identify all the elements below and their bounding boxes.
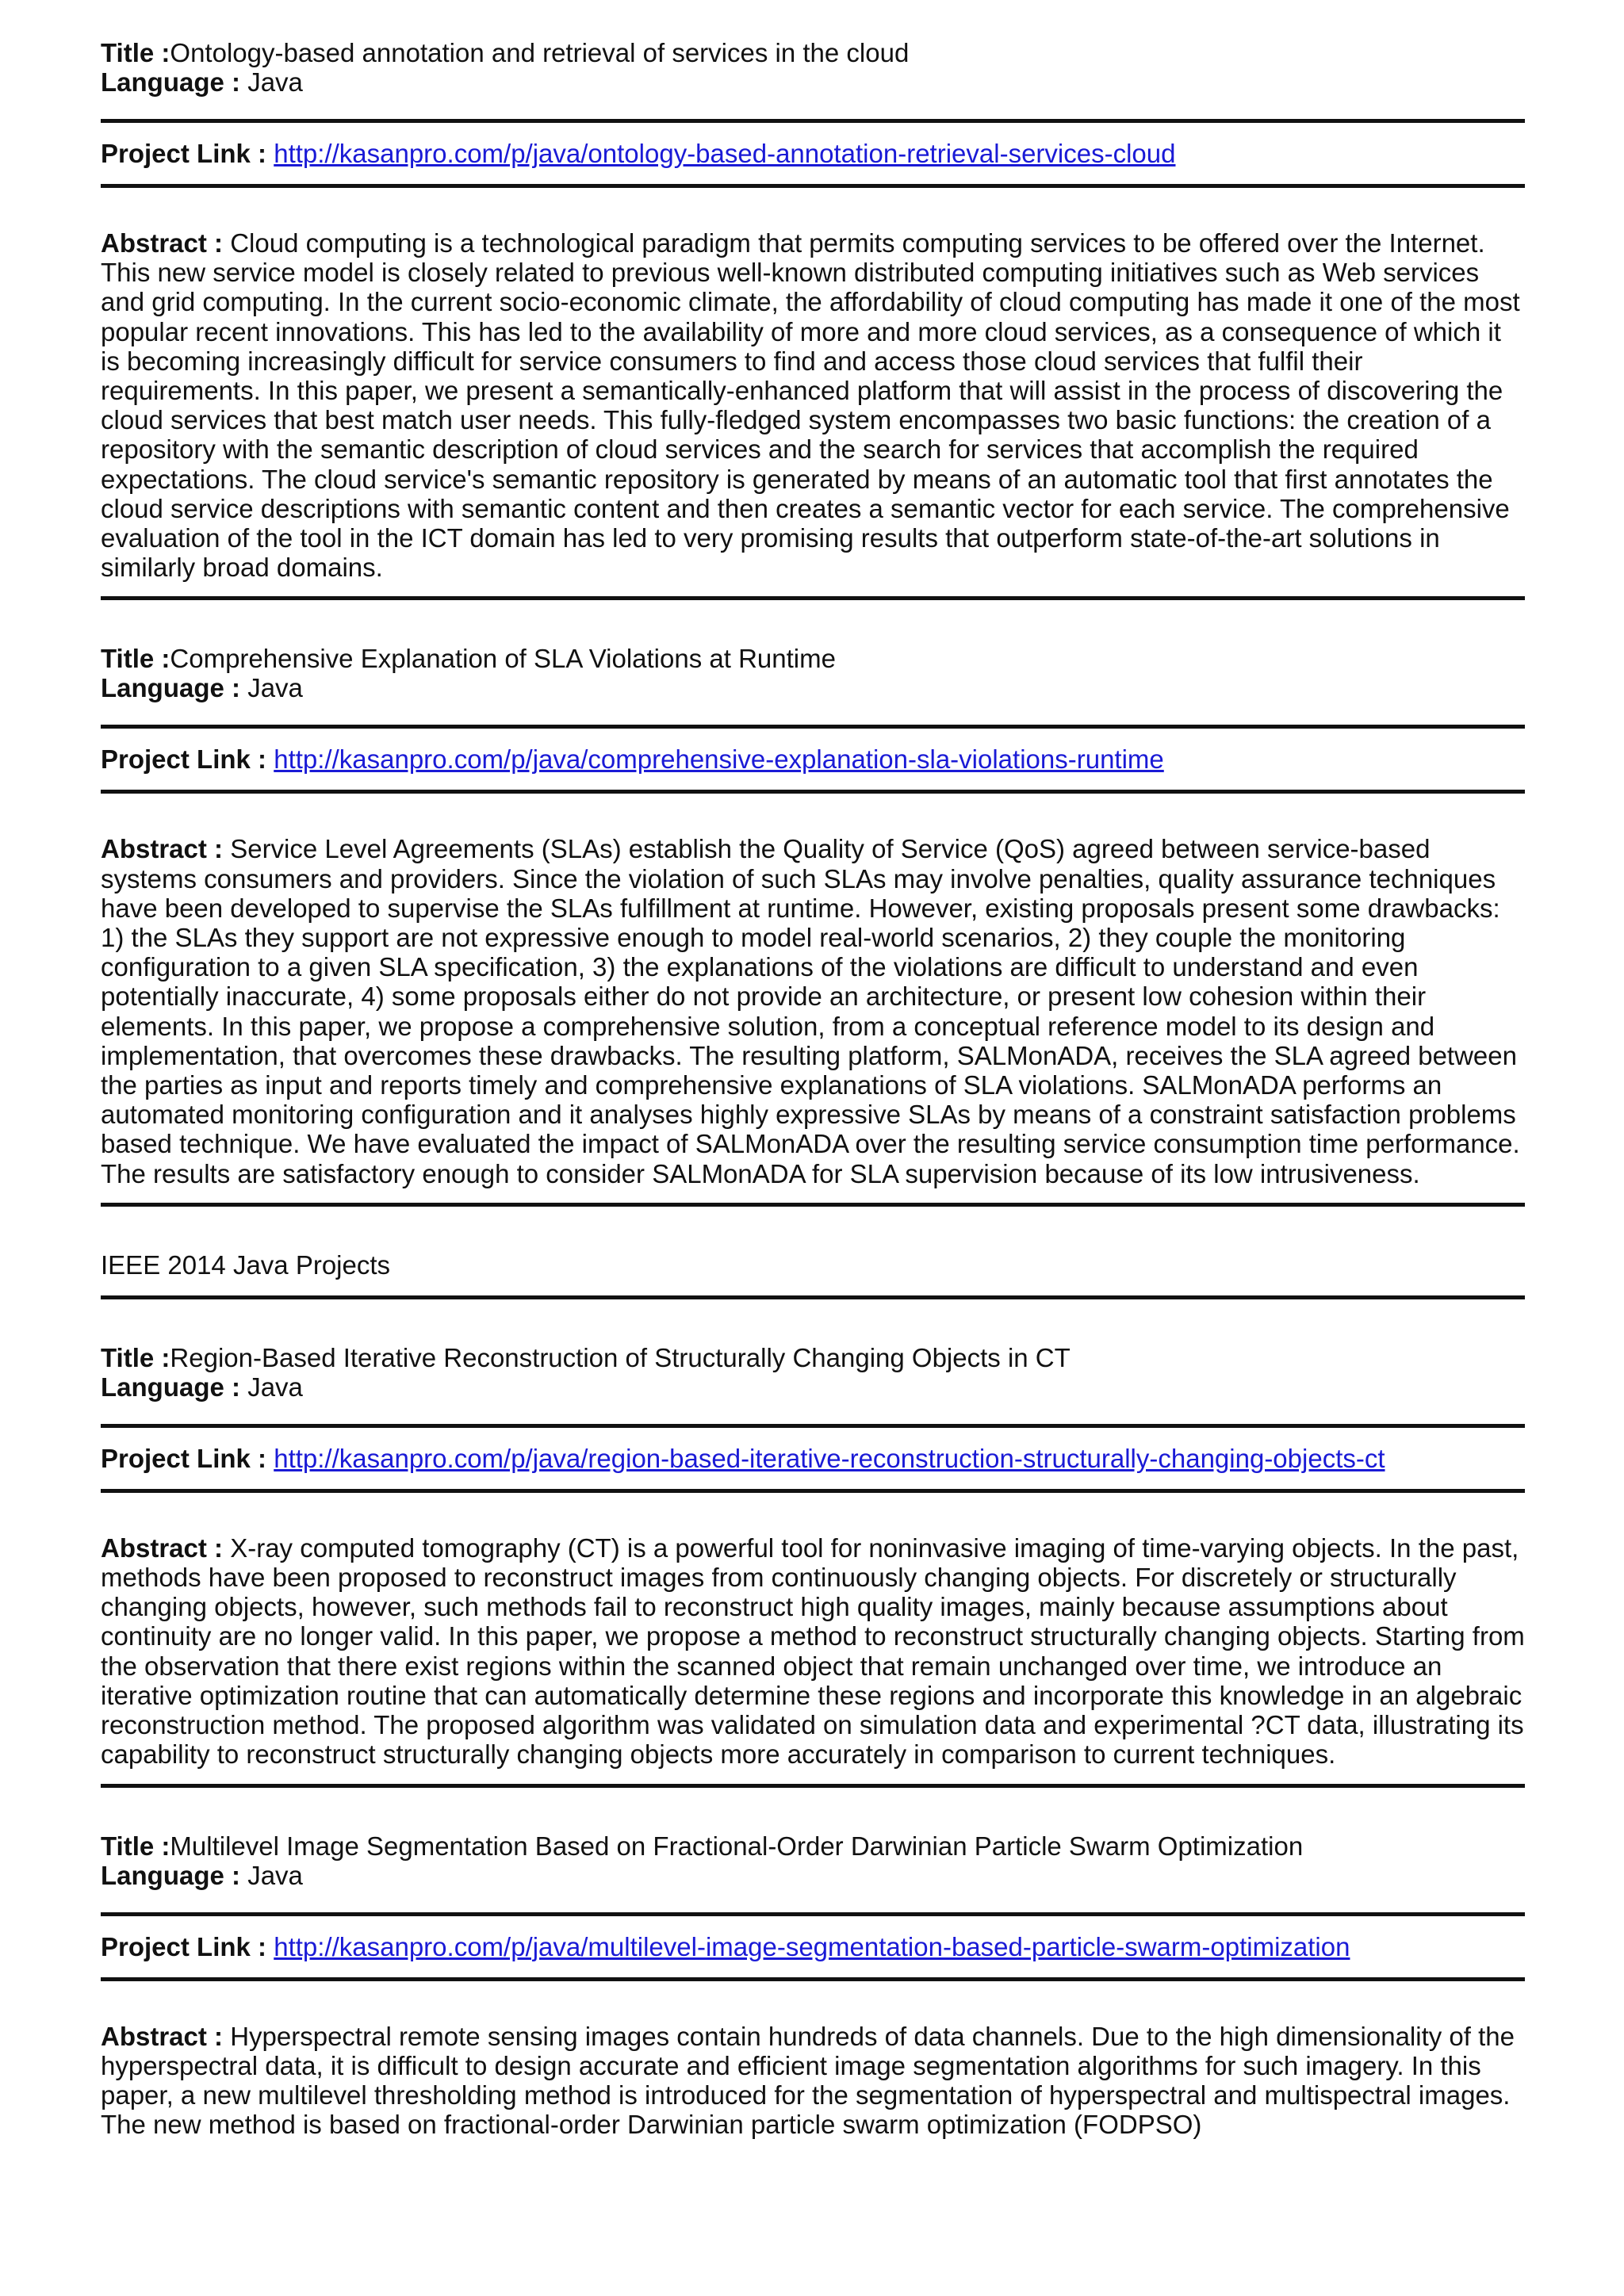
title-line [101, 1343, 1525, 1372]
document-page [101, 38, 1525, 2139]
abstract-label: Abstract : [101, 834, 224, 864]
abstract-text: Hyperspectral remote sensing images contain hundreds of data channels. Due to the high dimensionality of the hyperspectral data, it is difficult to design accurate and efficient image segmentation algorithms for such imagery. In this paper, a new multilevel thresholding method is introduced for the segmentation of hyperspectral and multispectral images. The new method is based on fractional-order Darwinian particle swarm optimization (FODPSO) [101, 2021, 1515, 2140]
project-entry-3 [101, 1343, 1525, 1788]
project-link-line [101, 744, 1525, 774]
project-link[interactable]: http://kasanpro.com/p/java/multilevel-image-segmentation-based-particle-swarm-optimization [274, 1931, 1350, 1961]
title-label: Title : [101, 1831, 170, 1861]
title-label: Title : [101, 644, 170, 674]
project-link-line [101, 1932, 1525, 1961]
project-link-label: Project Link : [101, 1443, 267, 1473]
language-label: Language : [101, 1372, 241, 1402]
language-line [101, 673, 1525, 702]
project-entry-1 [101, 38, 1525, 600]
project-link[interactable]: http://kasanpro.com/p/java/region-based-iterative-reconstruction-structurally-changing-objects-ct [274, 1443, 1385, 1473]
language-value: Java [247, 1372, 303, 1402]
abstract-paragraph [101, 2022, 1525, 2140]
project-link-label: Project Link : [101, 744, 267, 775]
abstract-text: Cloud computing is a technological paradigm that permits computing services to be offered over the Internet. This new service model is closely related to previous well-known distributed computing initiatives such as Web services and grid computing. In the current socio-economic climate, the affordability of cloud computing has made it one of the most popular recent innovations. This has led to the availability of more and more cloud services, as a consequence of which it is becoming increasingly difficult for service consumers to find and access those cloud services that fulfil their requirements. In this paper, we present a semantically-enhanced platform that will assist in the process of discovering the cloud services that best match user needs. This fully-fledged system encompasses two basic functions: the creation of a repository with the semantic description of cloud services and the search for services that accomplish the required expectations. The cloud service's semantic repository is generated by means of an automatic tool that first annotates the cloud service descriptions with semantic content and then creates a semantic vector for each service. The comprehensive evaluation of the tool in the ICT domain has led to very promising results that outperform state-of-the-art solutions in similarly broad domains. [101, 228, 1520, 583]
project-link-line [101, 1444, 1525, 1473]
language-label: Language : [101, 67, 241, 97]
title-label: Title : [101, 1342, 170, 1372]
project-link-label: Project Link : [101, 139, 267, 168]
title-line [101, 1831, 1525, 1861]
language-line [101, 1861, 1525, 1890]
project-link-line [101, 139, 1525, 168]
language-line [101, 1372, 1525, 1402]
project-entry-4 [101, 1831, 1525, 2140]
abstract-paragraph [101, 1533, 1525, 1770]
title-label: Title : [101, 38, 170, 67]
project-title: Region-Based Iterative Reconstruction of Structurally Changing Objects in CT [170, 1342, 1071, 1372]
abstract-label: Abstract : [101, 228, 224, 258]
abstract-paragraph [101, 228, 1525, 582]
project-title: Ontology-based annotation and retrieval of services in the cloud [170, 38, 910, 67]
abstract-label: Abstract : [101, 1533, 224, 1563]
project-link-label: Project Link : [101, 1931, 267, 1961]
language-label: Language : [101, 1860, 241, 1890]
abstract-text: Service Level Agreements (SLAs) establish the Quality of Service (QoS) agreed between service-based systems consumers and providers. Since the violation of such SLAs may involve penalties, quality assurance techniques have been developed to supervise the SLAs fulfillment at runtime. However, existing proposals present some drawbacks: 1) the SLAs they support are not expressive enough to model real-world scenarios, 2) they couple the monitoring configuration to a given SLA specification, 3) the explanations of the violations are difficult to understand and even potentially inaccurate, 4) some proposals either do not provide an architecture, or present low cohesion within their elements. In this paper, we propose a comprehensive solution, from a conceptual reference model to its design and implementation, that overcomes these drawbacks. The resulting platform, SALMonADA, receives the SLA agreed between the parties as input and reports timely and comprehensive explanations of SLA violations. SALMonADA performs an automated monitoring configuration and it analyses highly expressive SLAs by means of a constraint satisfaction problems based technique. We have evaluated the impact of SALMonADA over the resulting service consumption time performance. The results are satisfactory enough to consider SALMonADA for SLA supervision because of its low intrusiveness. [101, 834, 1520, 1188]
project-title: Multilevel Image Segmentation Based on Fractional-Order Darwinian Particle Swarm Optimization [170, 1831, 1304, 1861]
language-value: Java [247, 1860, 303, 1890]
language-value: Java [247, 67, 303, 97]
abstract-label: Abstract : [101, 2021, 224, 2051]
language-label: Language : [101, 673, 241, 703]
title-line [101, 644, 1525, 673]
abstract-text: X-ray computed tomography (CT) is a powerful tool for noninvasive imaging of time-varying objects. In the past, methods have been proposed to reconstruct images from continuously changing objects. For discretely or structurally changing objects, however, such methods fail to reconstruct high quality images, mainly because assumptions about continuity are no longer valid. In this paper, we propose a method to reconstruct structurally changing objects. Starting from the observation that there exist regions within the scanned object that remain unchanged over time, we introduce an iterative optimization routine that can automatically determine these regions and incorporate this knowledge in an algebraic reconstruction method. The proposed algorithm was validated on simulation data and experimental ?CT data, illustrating its capability to reconstruct structurally changing objects more accurately in comparison to current techniques. [101, 1533, 1525, 1770]
project-title: Comprehensive Explanation of SLA Violations at Runtime [170, 644, 836, 674]
language-line [101, 67, 1525, 97]
title-line [101, 38, 1525, 67]
section-heading: IEEE 2014 Java Projects [101, 1249, 391, 1280]
project-link[interactable]: http://kasanpro.com/p/java/comprehensive-explanation-sla-violations-runtime [274, 744, 1164, 775]
project-link[interactable]: http://kasanpro.com/p/java/ontology-based-annotation-retrieval-services-cloud [274, 139, 1176, 168]
abstract-paragraph [101, 834, 1525, 1188]
language-value: Java [247, 673, 303, 703]
project-entry-2 [101, 644, 1525, 1206]
